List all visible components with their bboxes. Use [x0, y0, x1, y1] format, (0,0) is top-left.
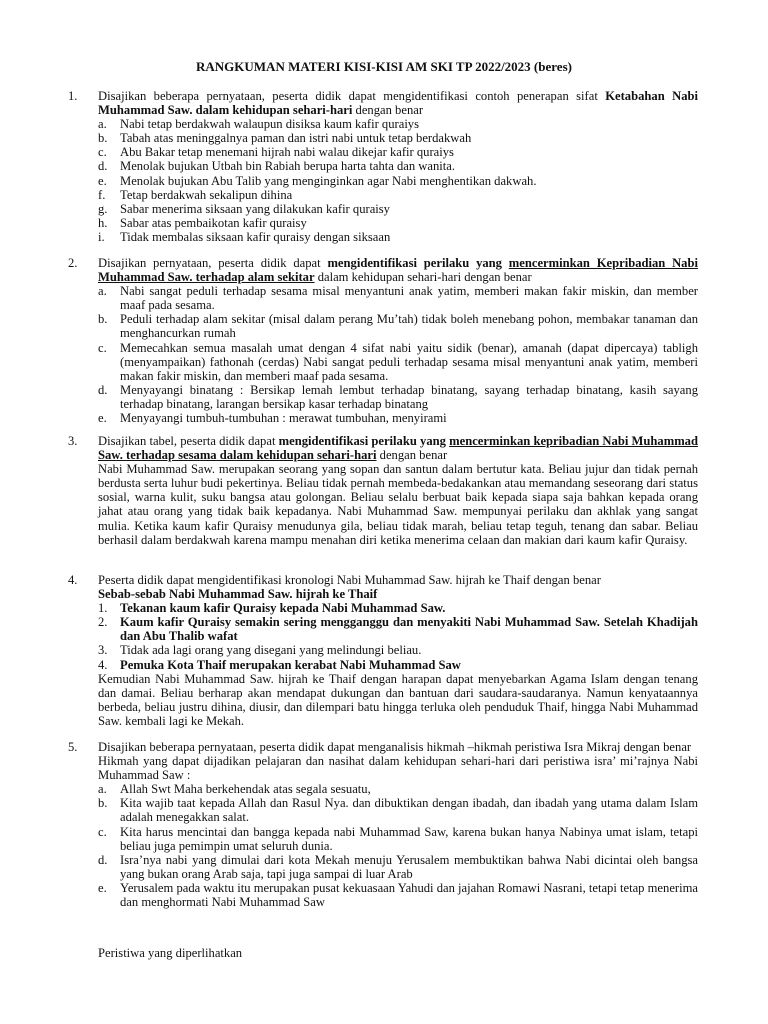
- option-item: [98, 188, 698, 202]
- option-label: i.: [98, 229, 105, 244]
- option-label: h.: [98, 215, 108, 230]
- option-label: e.: [98, 411, 107, 426]
- item-number: 4.: [98, 657, 108, 672]
- question-prompt: [98, 434, 698, 462]
- option-text: Tetap berdakwah sekalipun dihina: [120, 187, 293, 202]
- question-number: 5.: [68, 740, 78, 754]
- option-text: Abu Bakar tetap menemani hijrah nabi walau dikejar kafir quraiys: [120, 145, 454, 160]
- trailing-line: [68, 946, 698, 960]
- option-item: [98, 131, 698, 145]
- question-prompt: [98, 256, 698, 284]
- option-text: Yerusalem pada waktu itu merupakan pusat kekuasaan Yahudi dan jajahan Romawi Nasrani, tetapi tetap menerima dan menghormati Nabi Muhammad Saw: [120, 880, 698, 910]
- option-text: Memecahkan semua masalah umat dengan 4 sifat nabi yaitu sidik (benar), amanah (dapat dipercaya) tabligh (menyampaikan) fathonah (cerdas) Nabi sangat peduli terhadap sesama misal menyantuni anak yatim, memberi makan fakir miskin, dan memberi maaf pada sesama.: [120, 340, 698, 383]
- option-label: a.: [98, 782, 107, 797]
- option-text: Tabah atas meninggalnya paman dan istri nabi untuk tetap berdakwah: [120, 131, 472, 146]
- option-item: [98, 117, 698, 131]
- option-label: e.: [98, 173, 107, 188]
- prompt-text: Disajikan tabel, peserta didik dapat: [98, 434, 279, 448]
- question-prompt: Peserta didik dapat mengidentifikasi kronologi Nabi Muhammad Saw. hijrah ke Thaif dengan benar: [98, 573, 601, 587]
- answer-paragraph: Nabi Muhammad Saw. merupakan seorang yang sopan dan santun dalam bertutur kata. Beliau jujur dan tidak pernah berdusta serta luhur budi pekertinya. Beliau tidak pernah membeda-bedakankan atau memandang seseorang dari status sosial, warna kulit, suku bangsa atau golongan. Beliau selalu berbuat baik kepada siapa saja bahkan kepada orang jahat atau orang yang tidak baik kepadanya. Nabi Muhammad Saw. mempunyai perilaku dan akhlak yang sangat mulia. Ketika kaum kafir Quraisy menudunya gila, beliau tidak marah, beliau tetap teguh, tenang dan sabar. Beliau berhasil dalam berdakwah karena mampu menahan diri ketika menerima celaan dan makian dari kaum kafir Quraisy.: [98, 462, 698, 547]
- option-text: Sabar atas pembaikotan kafir quraisy: [120, 215, 307, 230]
- option-label: f.: [98, 187, 106, 202]
- option-text: Nabi tetap berdakwah walaupun disiksa kaum kafir quraiys: [120, 117, 420, 132]
- option-item: [98, 230, 698, 244]
- item-number: 1.: [98, 601, 108, 616]
- item-text: Kaum kafir Quraisy semakin sering mengganggu dan menyakiti Nabi Muhammad Saw. Setelah Khadijah dan Abu Thalib wafat: [120, 615, 698, 644]
- option-label: e.: [98, 880, 107, 895]
- prompt-emphasis: mengidentifikasi perilaku yang: [327, 256, 509, 270]
- numbered-item: [98, 658, 698, 672]
- question-2: [68, 256, 698, 425]
- option-label: a.: [98, 284, 107, 299]
- sub-heading: Sebab-sebab Nabi Muhammad Saw. hijrah ke Thaif: [98, 587, 378, 602]
- question-number: 4.: [68, 573, 78, 587]
- option-label: b.: [98, 131, 108, 146]
- question-1: [68, 89, 698, 244]
- option-item: [98, 881, 698, 909]
- numbered-item: [98, 643, 698, 657]
- option-item: [98, 782, 698, 796]
- item-text: Pemuka Kota Thaif merupakan kerabat Nabi Muhammad Saw: [120, 657, 461, 672]
- option-text: Allah Swt Maha berkehendak atas segala sesuatu,: [120, 782, 371, 797]
- question-5: [68, 740, 698, 909]
- option-label: b.: [98, 312, 108, 327]
- option-text: Nabi sangat peduli terhadap sesama misal menyantuni anak yatim, memberi makan fakir miskin, dan member maaf pada sesama.: [120, 284, 698, 313]
- option-label: c.: [98, 340, 107, 355]
- option-text: Sabar menerima siksaan yang dilakukan kafir quraisy: [120, 201, 390, 216]
- prompt-emphasis: Ketabahan Nabi Muhammad Saw. dalam kehidupan sehari-hari: [98, 89, 698, 118]
- option-item: [98, 825, 698, 853]
- intro-paragraph: Hikmah yang dapat dijadikan pelajaran dan nasihat dalam kehidupan sehari-hari dari peristiwa isra’ mi’rajnya Nabi Muhammad Saw :: [98, 754, 698, 783]
- option-label: d.: [98, 159, 108, 174]
- item-text: Tidak ada lagi orang yang disegani yang melindungi beliau.: [120, 643, 422, 658]
- option-text: Menyayangi tumbuh-tumbuhan : merawat tumbuhan, menyirami: [120, 411, 447, 426]
- prompt-tail: dengan benar: [376, 448, 448, 463]
- trailing-text: Peristiwa yang diperlihatkan: [98, 946, 243, 960]
- prompt-tail: dalam kehidupan sehari-hari dengan benar: [314, 270, 532, 285]
- document-title: RANGKUMAN MATERI KISI-KISI AM SKI TP 2022/2023 (beres): [196, 59, 572, 74]
- option-text: Peduli terhadap alam sekitar (misal dalam perang Mu’tah) tidak boleh menebang pohon, membakar tanaman dan menghancurkan rumah: [120, 312, 698, 341]
- question-3: [68, 434, 698, 547]
- numbered-item: [98, 601, 698, 615]
- prompt-text: Disajikan pernyataan, peserta didik dapat: [98, 256, 328, 270]
- prompt-tail: dengan benar: [352, 103, 424, 118]
- prompt-emphasis-underlined: mencerminkan kepribadian Nabi Muhammad Saw. terhadap sesama dalam kehidupan sehari-hari: [98, 434, 698, 463]
- option-item: [98, 796, 698, 824]
- option-text: Menyayangi binatang : Bersikap lemah lembut terhadap binatang, sayang terhadap binatang, kasih sayang terhadap binatang, larangan bersikap kasar terhadap binatang: [120, 382, 698, 411]
- item-number: 2.: [98, 615, 108, 630]
- item-text: Tekanan kaum kafir Quraisy kepada Nabi Muhammad Saw.: [120, 601, 446, 616]
- question-number: 2.: [68, 256, 78, 270]
- option-label: a.: [98, 117, 107, 132]
- answer-paragraph: Kemudian Nabi Muhammad Saw. hijrah ke Thaif dengan harapan dapat menyebarkan Agama Islam dengan tenang dan damai. Beliau berharap akan mendapat dukungan dan bantuan dari saudara-saudaranya. Namun kenyataannya berbeda, beliau justru dihina, diusir, dan dilempari batu hingga terluka oleh penduduk Thaif, hingga Nabi Muhammad Saw. kembali lagi ke Mekah.: [98, 671, 698, 728]
- option-label: d.: [98, 382, 108, 397]
- option-text: Isra’nya nabi yang dimulai dari kota Mekah menuju Yerusalem membuktikan bahwa Nabi dicintai oleh bangsa yang bukan orang Arab saja, tapi juga sampai di luar Arab: [120, 852, 698, 881]
- question-number: 3.: [68, 434, 78, 448]
- option-item: [98, 341, 698, 383]
- option-item: [98, 853, 698, 881]
- option-item: [98, 411, 698, 425]
- option-item: [98, 216, 698, 230]
- option-label: c.: [98, 824, 107, 839]
- question-prompt: [98, 89, 698, 117]
- question-4: [68, 573, 698, 728]
- prompt-emphasis-underlined: mencerminkan Kepribadian Nabi Muhammad Saw. terhadap alam sekitar: [98, 256, 698, 285]
- item-number: 3.: [98, 643, 108, 658]
- option-item: [98, 383, 698, 411]
- option-item: [98, 145, 698, 159]
- option-label: c.: [98, 145, 107, 160]
- option-label: g.: [98, 201, 108, 216]
- question-prompt: Disajikan beberapa pernyataan, peserta didik dapat menganalisis hikmah –hikmah peristiwa Isra Mikraj dengan benar: [98, 740, 692, 754]
- numbered-item: [98, 615, 698, 643]
- option-text: Menolak bujukan Utbah bin Rabiah berupa harta tahta dan wanita.: [120, 159, 456, 174]
- question-number: 1.: [68, 89, 78, 103]
- option-item: [98, 284, 698, 312]
- prompt-emphasis: mengidentifikasi perilaku yang: [278, 434, 450, 448]
- option-label: b.: [98, 796, 108, 811]
- option-item: [98, 202, 698, 216]
- option-text: Kita harus mencintai dan bangga kepada nabi Muhammad Saw, karena bukan hanya Nabinya umat islam, tetapi beliau juga pemimpin umat seluruh dunia.: [120, 824, 698, 853]
- option-item: [98, 312, 698, 340]
- option-item: [98, 174, 698, 188]
- option-text: Menolak bujukan Abu Talib yang menginginkan agar Nabi menghentikan dakwah.: [120, 173, 537, 188]
- option-text: Kita wajib taat kepada Allah dan Rasul Nya. dan dibuktikan dengan ibadah, dan ibadah yang utama dalam Islam adalah menegakkan salat.: [120, 796, 698, 825]
- prompt-text: Disajikan beberapa pernyataan, peserta didik dapat mengidentifikasi contoh penerapan sifat: [98, 89, 606, 103]
- option-label: d.: [98, 852, 108, 867]
- option-item: [98, 159, 698, 173]
- option-text: Tidak membalas siksaan kafir quraisy dengan siksaan: [120, 229, 391, 244]
